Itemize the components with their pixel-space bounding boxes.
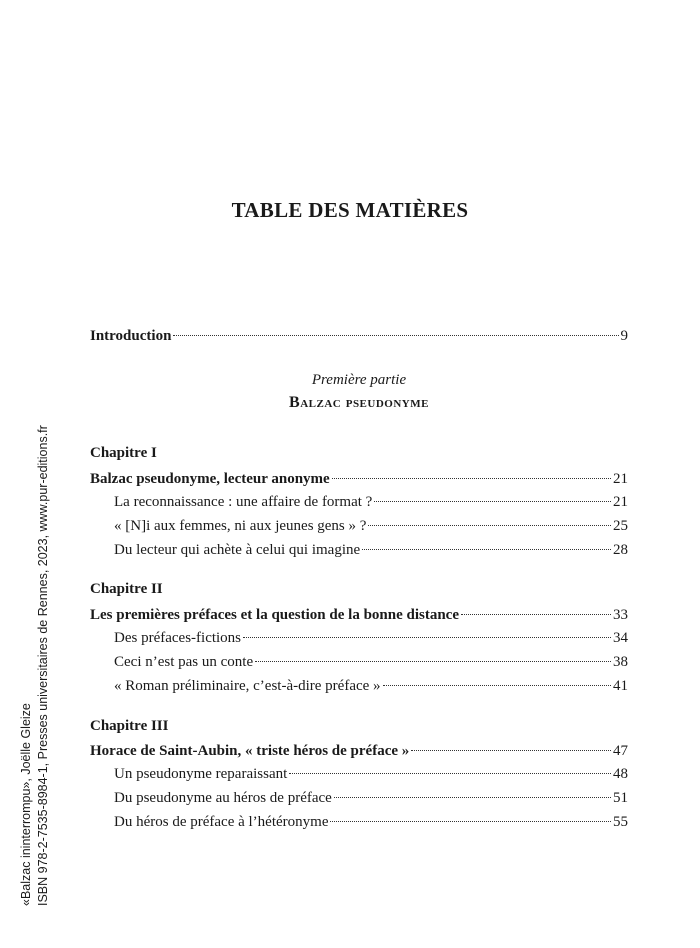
toc-entry-label: Des préfaces-fictions [114, 630, 242, 646]
toc-entry-chapter-heading[interactable] [90, 605, 628, 625]
dot-leader [411, 750, 611, 751]
part-title: Balzac pseudonyme [289, 394, 429, 411]
toc-entry-label: Un pseudonyme reparaissant [114, 766, 288, 782]
toc-entry-page: 55 [613, 814, 628, 830]
side-note-line-2: ISBN 978-2-7535-8984-1, Presses universitaires de Rennes, 2023, www.pur-editions.fr [36, 425, 50, 906]
toc-entry-label: Du pseudonyme au héros de préface [114, 790, 332, 806]
toc-entry-section[interactable] [114, 788, 628, 808]
dot-leader [332, 478, 611, 479]
toc-entry-page: 47 [613, 743, 628, 759]
dot-leader [383, 685, 611, 686]
dot-leader [368, 525, 611, 526]
toc-entry-page: 51 [613, 790, 628, 806]
toc-entry-label: Balzac pseudonyme, lecteur anonyme [90, 471, 330, 487]
toc-entry-label: La reconnaissance : une affaire de format ? [114, 494, 373, 510]
toc-entry-section[interactable] [114, 652, 628, 672]
toc-entry-introduction[interactable] [90, 326, 628, 346]
toc-entry-chapter-heading[interactable] [90, 741, 628, 761]
toc-entry-label: Les premières préfaces et la question de la bonne distance [90, 607, 460, 623]
toc-entry-label: Introduction [90, 328, 172, 344]
dot-leader [289, 773, 611, 774]
dot-leader [255, 661, 611, 662]
toc-entry-label: Du lecteur qui achète à celui qui imagine [114, 542, 361, 558]
side-note-line-1: «Balzac ininterrompu», Joëlle Gleize [19, 703, 33, 906]
toc-entry-label: « [N]i aux femmes, ni aux jeunes gens » ? [114, 518, 367, 534]
toc-entry-page: 9 [620, 328, 628, 344]
dot-leader [461, 614, 611, 615]
dot-leader [243, 637, 611, 638]
toc-entry-section[interactable] [114, 516, 628, 536]
dot-leader [334, 797, 611, 798]
part-label: Première partie [311, 372, 407, 388]
toc-entry-page: 48 [613, 766, 628, 782]
toc-entry-page: 25 [613, 518, 628, 534]
toc-entry-page: 28 [613, 542, 628, 558]
toc-entry-label: Ceci n’est pas un conte [114, 654, 254, 670]
toc-entry-section[interactable] [114, 676, 628, 696]
toc-entry-section[interactable] [114, 540, 628, 560]
toc-entry-section[interactable] [114, 492, 628, 512]
toc-entry-page: 38 [613, 654, 628, 670]
toc-entry-section[interactable] [114, 764, 628, 784]
side-copyright-note [18, 0, 74, 948]
toc-entry-section[interactable] [114, 628, 628, 648]
chapter-label: Chapitre II [90, 581, 163, 597]
toc-entry-label: Du héros de préface à l’hétéronyme [114, 814, 329, 830]
toc-entry-page: 21 [613, 494, 628, 510]
toc-entry-page: 21 [613, 471, 628, 487]
chapter-label: Chapitre III [90, 718, 169, 734]
dot-leader [330, 821, 611, 822]
dot-leader [362, 549, 611, 550]
toc-entry-chapter-heading[interactable] [90, 469, 628, 489]
page-title: TABLE DES MATIÈRES [231, 198, 469, 222]
toc-entry-page: 33 [613, 607, 628, 623]
toc-entry-label: Horace de Saint-Aubin, « triste héros de préface » [90, 743, 410, 759]
toc-entry-page: 41 [613, 678, 628, 694]
toc-entry-section[interactable] [114, 812, 628, 832]
dot-leader [173, 335, 618, 336]
toc-entry-page: 34 [613, 630, 628, 646]
chapter-label: Chapitre I [90, 445, 157, 461]
toc-entry-label: « Roman préliminaire, c’est-à-dire préface » [114, 678, 381, 694]
dot-leader [374, 501, 611, 502]
